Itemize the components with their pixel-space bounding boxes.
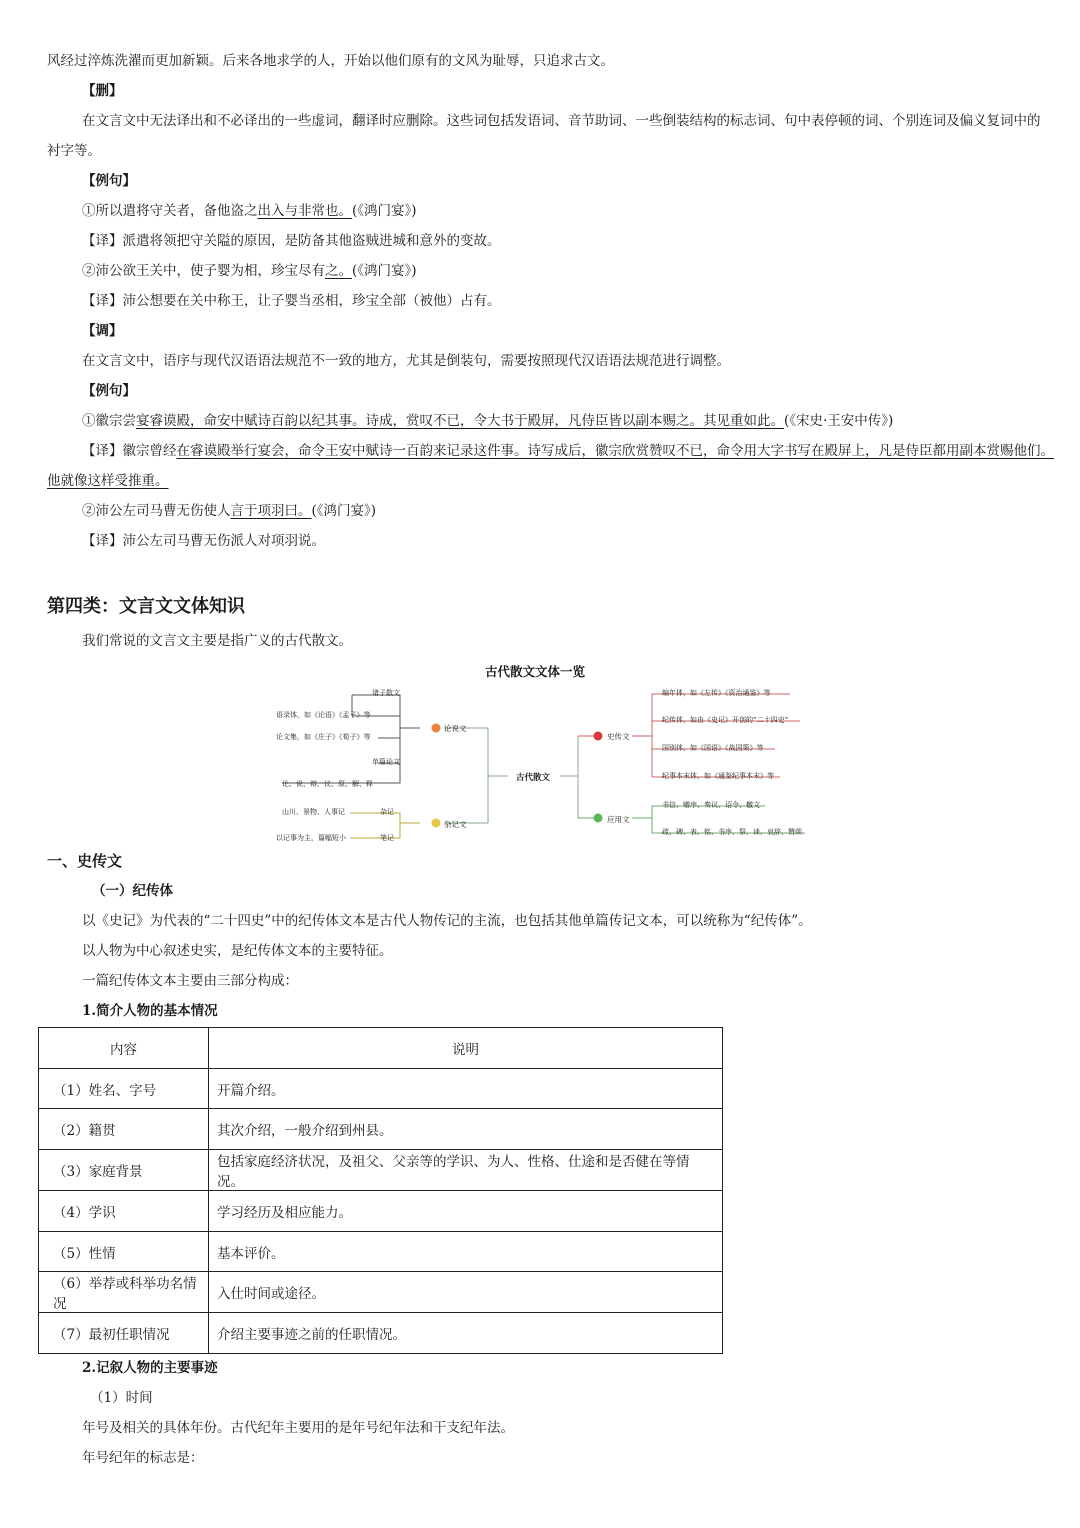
- section-title: 第四类：文言文文体知识: [47, 596, 245, 617]
- source-text: (《宋史·王安中传》): [784, 413, 894, 429]
- paragraph-text: 衬字等。: [47, 143, 101, 159]
- yingyong-list-1: 书信、赠序、奏议、诏令、檄文: [662, 801, 760, 809]
- biji-label: 笔记: [380, 834, 394, 842]
- table-row: [39, 1068, 723, 1109]
- source-text: (《鸿门宴》): [352, 203, 417, 219]
- translation-text: 【译】沛公左司马曹无伤派人对项羽说。: [82, 533, 325, 549]
- underlined-text: 在睿谟殿举行宴会，命令王安中赋诗一百韵来记录这件事。诗写成后，徽宗欣赏赞叹不已，命令用大字书写在殿屏上，凡是侍臣都用副本赏赐他们。: [176, 443, 1054, 459]
- example-text: ②沛公左司马曹无伤使人: [82, 503, 231, 519]
- lunwen-label: 论文集，如《庄子》《荀子》等: [276, 733, 371, 741]
- paragraph-text: 在文言文中无法译出和不必译出的一些虚词，翻译时应删除。这些词包括发语词、音节助词、一些倒装结构的标志词、句中表停顿的词、个别连词及偏义复词中的: [82, 113, 1041, 129]
- table-header-row: [39, 1028, 723, 1069]
- sub-subsection-title: （一）纪传体: [92, 883, 173, 899]
- lunlist-label: 论、说、辩、议、原、解、释: [282, 780, 373, 788]
- zaji-node-dot: [432, 819, 441, 828]
- example-text: ①徽宗尝: [82, 413, 136, 429]
- table-cell: （1）姓名、字号: [39, 1068, 209, 1109]
- yingyong-node: 应用文: [607, 815, 630, 824]
- zaji-desc-label: 山川、景物、人事记: [282, 808, 345, 816]
- example-sentence: [82, 502, 376, 520]
- table-row: [39, 1109, 723, 1150]
- example-text: ①所以遣将守关者，备他盗之: [82, 203, 258, 219]
- paragraph-text: 以人物为中心叙述史实，是纪传体文本的主要特征。: [82, 943, 393, 959]
- table-cell: 入仕时间或途径。: [209, 1272, 723, 1313]
- example-sentence: [82, 202, 417, 220]
- table-cell: （6）举荐或科举功名情况: [39, 1272, 209, 1313]
- table-cell: （4）学识: [39, 1191, 209, 1232]
- guobie-label: 国别体，如《国语》《战国策》等: [662, 744, 764, 752]
- table-cell: 开篇介绍。: [209, 1068, 723, 1109]
- example-text: ②沛公欲王关中，使子婴为相，珍宝尽有: [82, 263, 325, 279]
- translation-text: 【译】派遣将领把守关隘的原因，是防备其他盗贼进城和意外的变故。: [82, 233, 501, 249]
- danpian-label: 单篇论文: [372, 758, 400, 766]
- table-cell: 学习经历及相应能力。: [209, 1191, 723, 1232]
- zaji-label: 杂记: [380, 808, 394, 816]
- table-header-cell: 说明: [209, 1028, 723, 1069]
- biji-desc-label: 以记事为主，篇幅短小: [276, 834, 346, 842]
- table-row: [39, 1231, 723, 1272]
- table-cell: （7）最初任职情况: [39, 1313, 209, 1354]
- table-cell: 介绍主要事迹之前的任职情况。: [209, 1313, 723, 1354]
- root-node: 古代散文: [516, 773, 551, 783]
- table-cell: （5）性情: [39, 1231, 209, 1272]
- table-cell: （3）家庭背景: [39, 1150, 209, 1191]
- zaji-node: 杂记文: [444, 820, 467, 829]
- example-sentence: [82, 262, 417, 280]
- basic-info-table: [38, 1027, 723, 1354]
- zhuzi-label: 诸子散文: [372, 689, 400, 697]
- paragraph-text: 年号纪年的标志是：: [82, 1450, 204, 1466]
- translation-text: [82, 442, 1054, 460]
- example-sentence: [82, 412, 893, 430]
- table-header-cell: 内容: [39, 1028, 209, 1069]
- section-head-adjust: 【调】: [82, 323, 123, 339]
- paragraph-text: 我们常说的文言文主要是指广义的古代散文。: [82, 633, 352, 649]
- translation-label: 【译】徽宗曾经: [82, 443, 177, 459]
- jizhuan-label: 纪传体，如由《史记》开创的“二十四史”: [662, 716, 789, 724]
- yingyong-node-dot: [594, 814, 603, 823]
- table-cell: （2）籍贯: [39, 1109, 209, 1150]
- table-row: [39, 1272, 723, 1313]
- subsection-title: 一、史传文: [47, 852, 123, 870]
- item-heading: 2.记叙人物的主要事迹: [82, 1360, 218, 1376]
- yingyong-list-2: 疏、碑、表、铭、书序、祭、诔、哀辞、赞颂: [662, 828, 802, 836]
- example-head: 【例句】: [82, 173, 136, 189]
- item-subheading: （1）时间: [90, 1390, 153, 1406]
- table-row: [39, 1150, 723, 1191]
- paragraph-text: 风经过淬炼洗濯而更加新颖。后来各地求学的人，开始以他们原有的文风为耻辱，只追求古文。: [47, 53, 614, 69]
- source-text: (《鸿门宴》): [352, 263, 417, 279]
- underlined-text: 言于项羽曰。: [230, 503, 312, 519]
- underlined-text: 出入与非常也。: [257, 203, 352, 219]
- section-head-delete: 【删】: [82, 83, 123, 99]
- translation-text: 【译】沛公想要在关中称王，让子婴当丞相，珍宝全部（被他）占有。: [82, 293, 501, 309]
- jishi-label: 纪事本末体，如《通鉴纪事本末》等: [662, 772, 774, 780]
- underlined-text: 之。: [325, 263, 352, 279]
- lunshuo-node: 论说文: [444, 724, 467, 733]
- paragraph-text: 在文言文中，语序与现代汉语语法规范不一致的地方，尤其是倒装句，需要按照现代汉语语法规范进行调整。: [82, 353, 730, 369]
- underlined-text: 宴睿谟殿，命安中赋诗百韵以纪其事。诗成，赏叹不已，令大书于殿屏，凡侍臣皆以副本赐之。其见重如此。: [136, 413, 784, 429]
- lunshuo-node-dot: [432, 724, 441, 733]
- paragraph-text: 一篇纪传体文本主要由三部分构成：: [82, 973, 298, 989]
- table-row: [39, 1313, 723, 1354]
- table-cell: 基本评价。: [209, 1231, 723, 1272]
- example-head: 【例句】: [82, 383, 136, 399]
- paragraph-text: 年号及相关的具体年份。古代纪年主要用的是年号纪年法和干支纪年法。: [82, 1420, 514, 1436]
- source-text: (《鸿门宴》): [311, 503, 377, 519]
- item-heading: 1.简介人物的基本情况: [82, 1003, 218, 1019]
- table-row: [39, 1191, 723, 1232]
- diagram-title: 古代散文文体一览: [485, 664, 586, 679]
- shizhuan-node: 史传文: [607, 732, 630, 741]
- underlined-text: 他就像这样受推重。: [47, 473, 169, 489]
- paragraph-text: 以《史记》为代表的“二十四史”中的纪传体文本是古代人物传记的主流，也包括其他单篇传记文本，可以统称为“纪传体”。: [82, 913, 812, 929]
- prose-genre-mindmap: [260, 658, 820, 858]
- table-cell: 包括家庭经济状况，及祖父、父亲等的学识、为人、性格、仕途和是否健在等情况。: [209, 1150, 723, 1191]
- table-cell: 其次介绍，一般介绍到州县。: [209, 1109, 723, 1150]
- shizhuan-node-dot: [594, 732, 603, 741]
- yulu-label: 语录体，如《论语》《孟子》等: [276, 711, 371, 719]
- biannian-label: 编年体，如《左传》《资治通鉴》等: [662, 689, 771, 697]
